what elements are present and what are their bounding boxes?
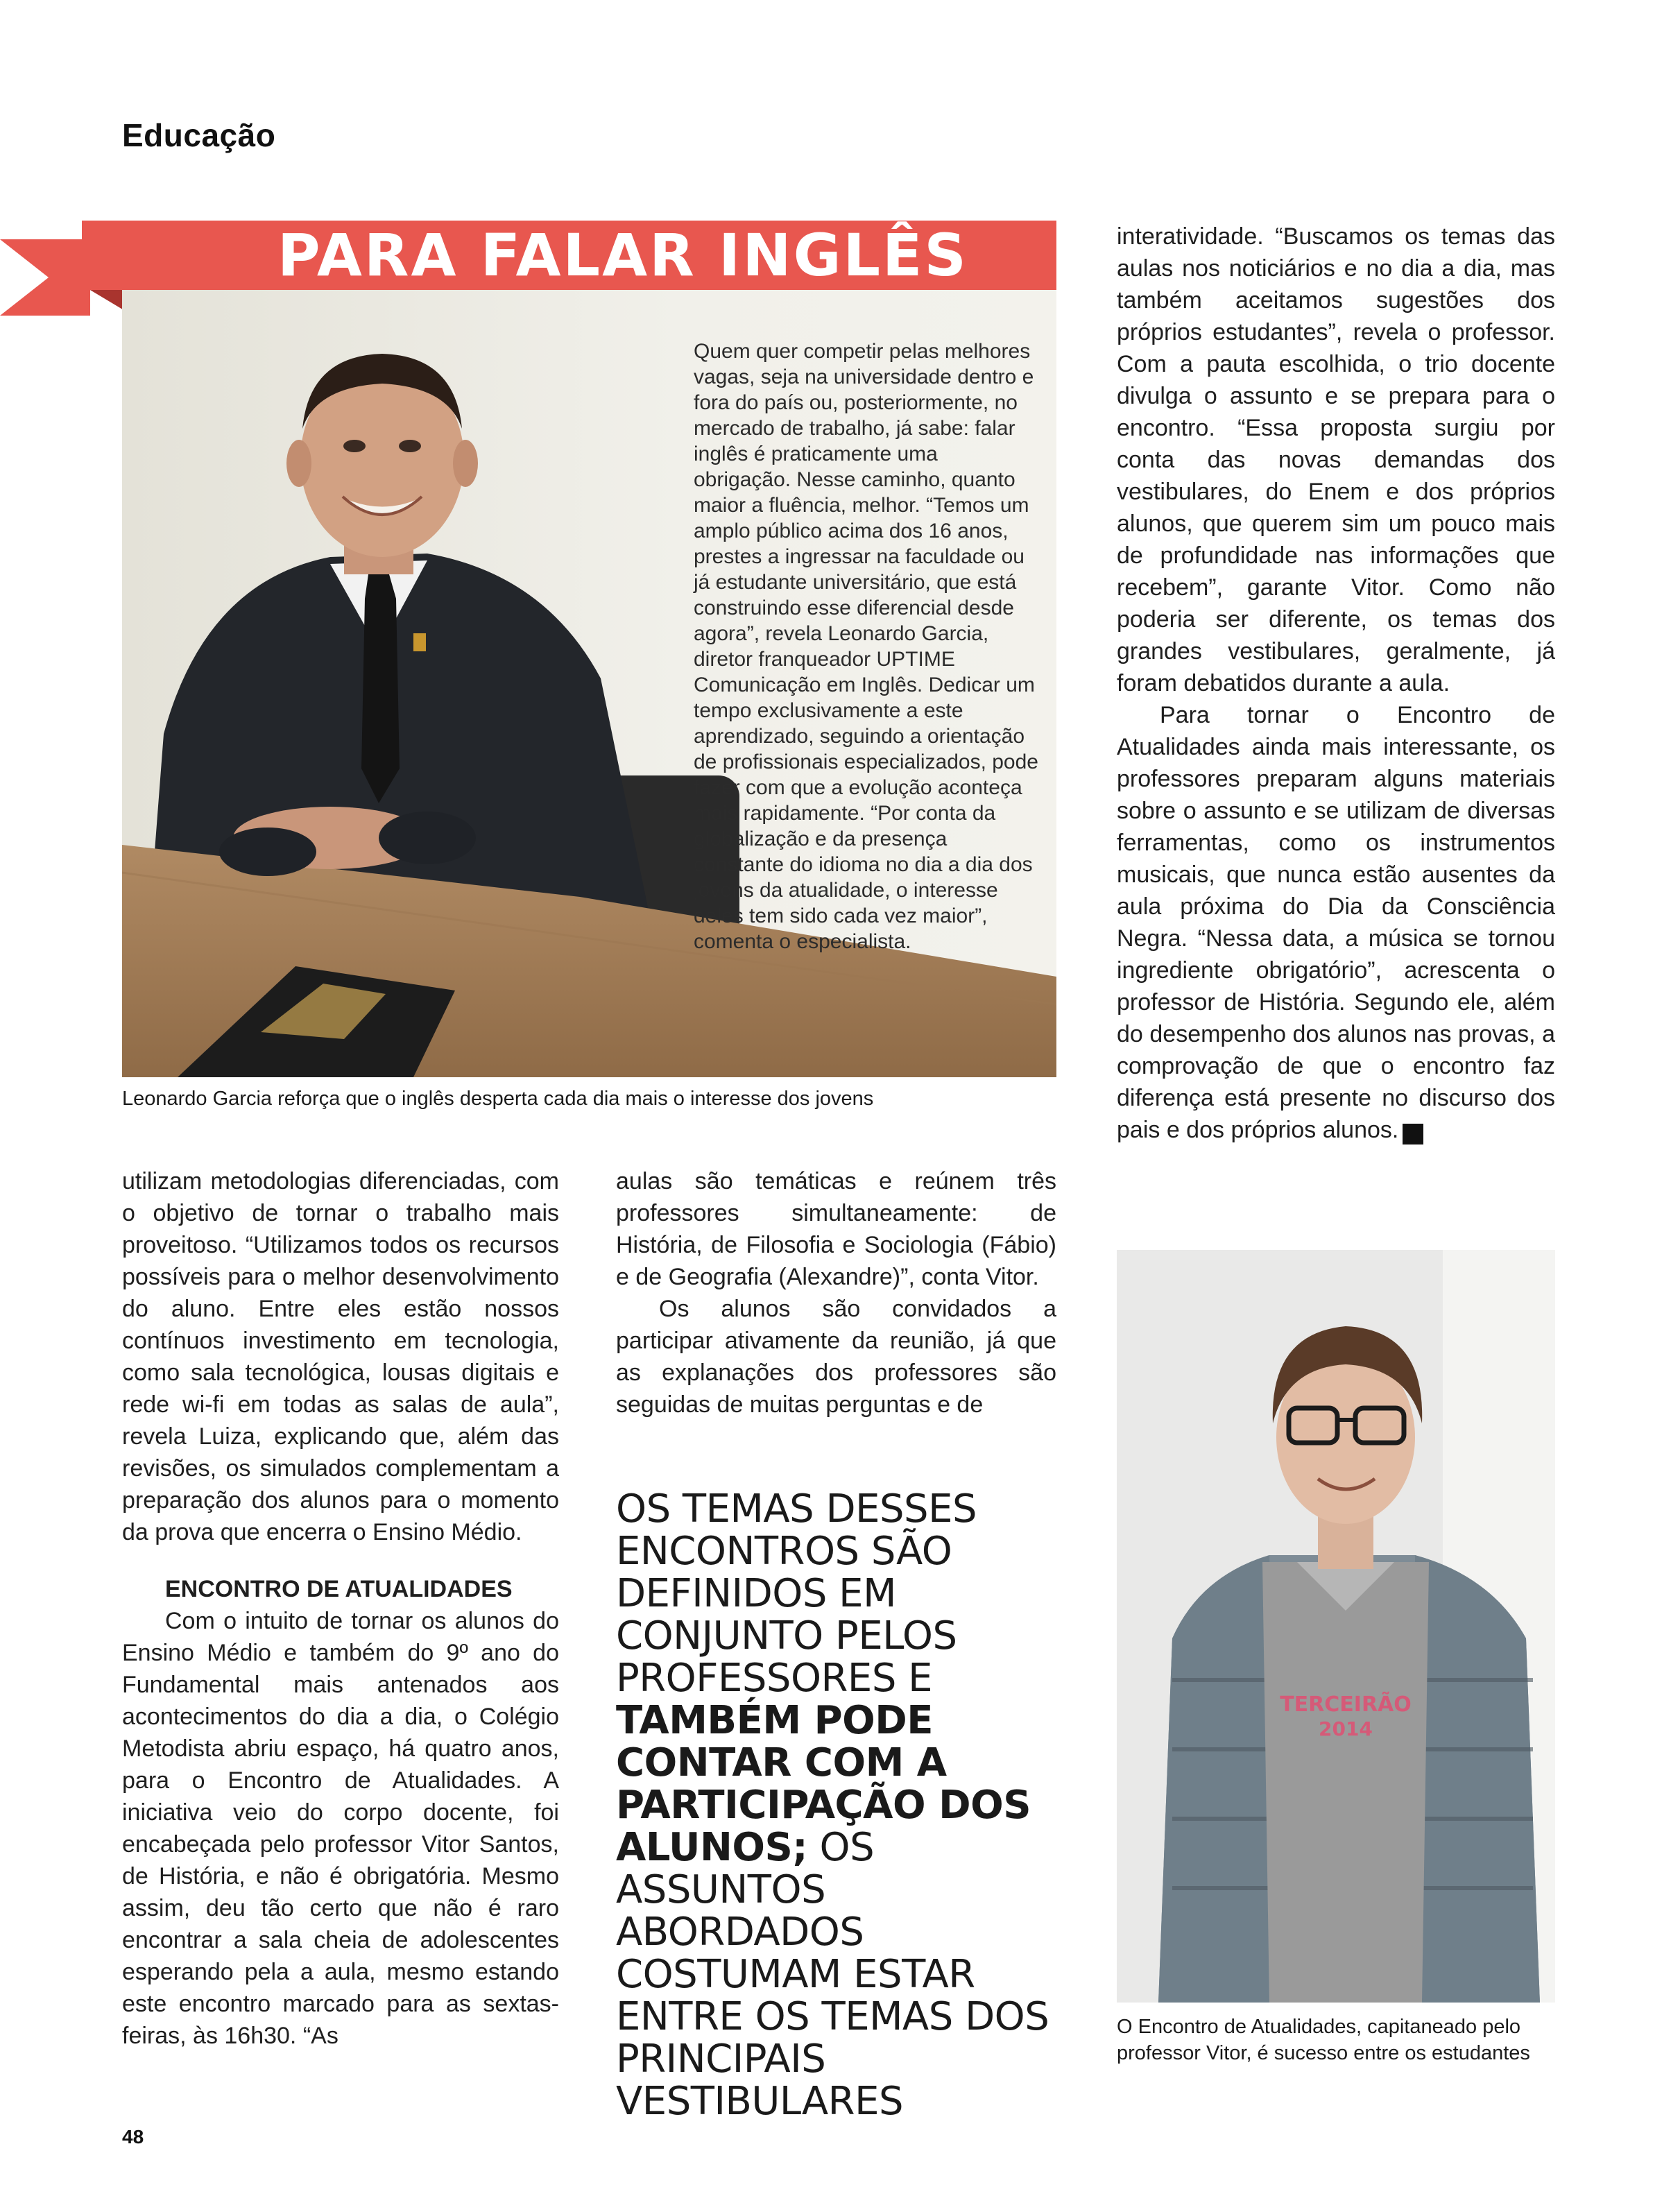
body-column-left [122, 1165, 559, 2052]
pull-quote [616, 1488, 1060, 2123]
section-label: Educação [122, 117, 276, 153]
hero-photo [122, 290, 1056, 1077]
shirt-text-line1: TERCEIRÃO [1280, 1692, 1412, 1717]
paragraph: utilizam metodologias diferenciadas, com o objetivo de tornar o trabalho mais proveitoso. “Utilizamos todos os recursos possíveis para o melhor desenvolvimento do aluno. Entre eles estão nossos contínuos investimento em tecnologia, como sala tecnológica, lousas digitais e rede wi-fi em todas as salas de aula”, revela Luiza, explicando que, além das revisões, os simulados complementam a preparação dos alunos para o momento da prova que encerra o Ensino Médio. [122, 1168, 559, 1545]
body-column-right [1117, 221, 1555, 1146]
end-mark-icon: r [1403, 1124, 1423, 1144]
photo-professor-vitor [1117, 1250, 1555, 2003]
pull-quote-lead: OS TEMAS DESSES ENCONTROS SÃO DEFINIDOS EM CONJUNTO PELOS PROFESSORES E [616, 1486, 977, 1701]
intro-text: Quem quer competir pelas melhores vagas, seja na universidade dentro e fora do país ou, posteriormente, no mercado de trabalho, já sabe: falar inglês é praticamente uma obrigação. Nesse caminho, quanto maior a fluência, melhor. “Temos um amplo público acima dos 16 anos, prestes a ingressar na faculdade ou já estudante universitário, que está construindo esse diferencial desde agora”, revela Leonardo Garcia, diretor franqueador UPTIME Comunicação em Inglês. Dedicar um tempo exclusivamente a este aprendizado, seguindo a orientação de profissionais especializados, pode fazer com que a evolução aconteça mais rapidamente. “Por conta da globalização e da presença constante do idioma no dia a dia dos jovens da atualidade, o interesse deles tem sido cada vez maior”, comenta o especialista. [694, 340, 1038, 953]
photo-caption-second: O Encontro de Atualidades, capitaneado pelo professor Vitor, é sucesso entre os estudantes [1117, 2016, 1530, 2064]
paragraph: Com o intuito de tornar os alunos do Ensino Médio e também do 9º ano do Fundamental mais antenados aos acontecimentos do dia a dia, o Colégio Metodista abriu espaço, há quatro anos, para o Encontro de Atualidades. A iniciativa veio do corpo docente, foi encabeçada pelo professor Vitor Santos, de História, e não é obrigatória. Mesmo assim, deu tão certo que não é raro encontrar a sala cheia de adolescentes esperando pela a aula, mesmo estando este encontro marcado para as sextas-feiras, às 16h30. “As [122, 1608, 559, 2049]
pull-quote-emphasis: TAMBÉM PODE CONTAR COM A PARTICIPAÇÃO DOS ALUNOS; [616, 1698, 1031, 1870]
paragraph-text: Para tornar o Encontro de Atualidades ainda mais interessante, os professores preparam alguns materiais sobre o assunto e se utilizam de diversas ferramentas, como os instrumentos musicais, que nunca estão ausentes da aula próxima do Dia da Consciência Negra. “Nessa data, a música se tornou ingrediente obrigatório”, acrescenta o professor de História. Segundo ele, além do desempenho dos alunos nas provas, a comprovação de que o encontro faz diferença está presente no discurso dos pais e dos próprios alunos. [1117, 702, 1555, 1143]
paragraph: interatividade. “Buscamos os temas das aulas nos noticiários e no dia a dia, mas também aceitamos sugestões dos próprios estudantes”, revela o professor. Com a pauta escolhida, o trio docente divulga o assunto e se prepara para o encontro. “Essa proposta surgiu por conta das novas demandas dos vestibulares, do Enem e dos próprios alunos, que querem sim um pouco mais de profundidade nas informações que recebem”, garante Vitor. Como não poderia ser diferente, os temas dos grandes vestibulares, geralmente, já foram debatidos durante a aula. [1117, 223, 1555, 696]
pull-quote-tail: OS ASSUNTOS ABORDADOS COSTUMAM ESTAR ENTRE OS TEMAS DOS PRINCIPAIS VESTIBULARES [616, 1825, 1049, 2124]
body-column-middle [616, 1165, 1056, 1421]
ribbon-tail [0, 239, 90, 316]
subheading: ENCONTRO DE ATUALIDADES [165, 1576, 513, 1602]
paragraph [1117, 699, 1555, 1146]
photo-vitor [1117, 1250, 1555, 2003]
article-title: PARA FALAR INGLÊS [277, 221, 968, 289]
shirt-text-line2: 2014 [1319, 1717, 1373, 1740]
photo-caption-main: Leonardo Garcia reforça que o inglês desperta cada dia mais o interesse dos jovens [122, 1088, 874, 1110]
paragraph: aulas são temáticas e reúnem três professores simultaneamente: de História, de Filosofia e Sociologia (Fábio) e de Geografia (Alexandre)”, conta Vitor. [616, 1168, 1056, 1290]
page-number: 48 [122, 2126, 144, 2147]
paragraph: Os alunos são convidados a participar ativamente da reunião, já que as explanações dos professores são seguidas de muitas perguntas e de [616, 1296, 1056, 1418]
